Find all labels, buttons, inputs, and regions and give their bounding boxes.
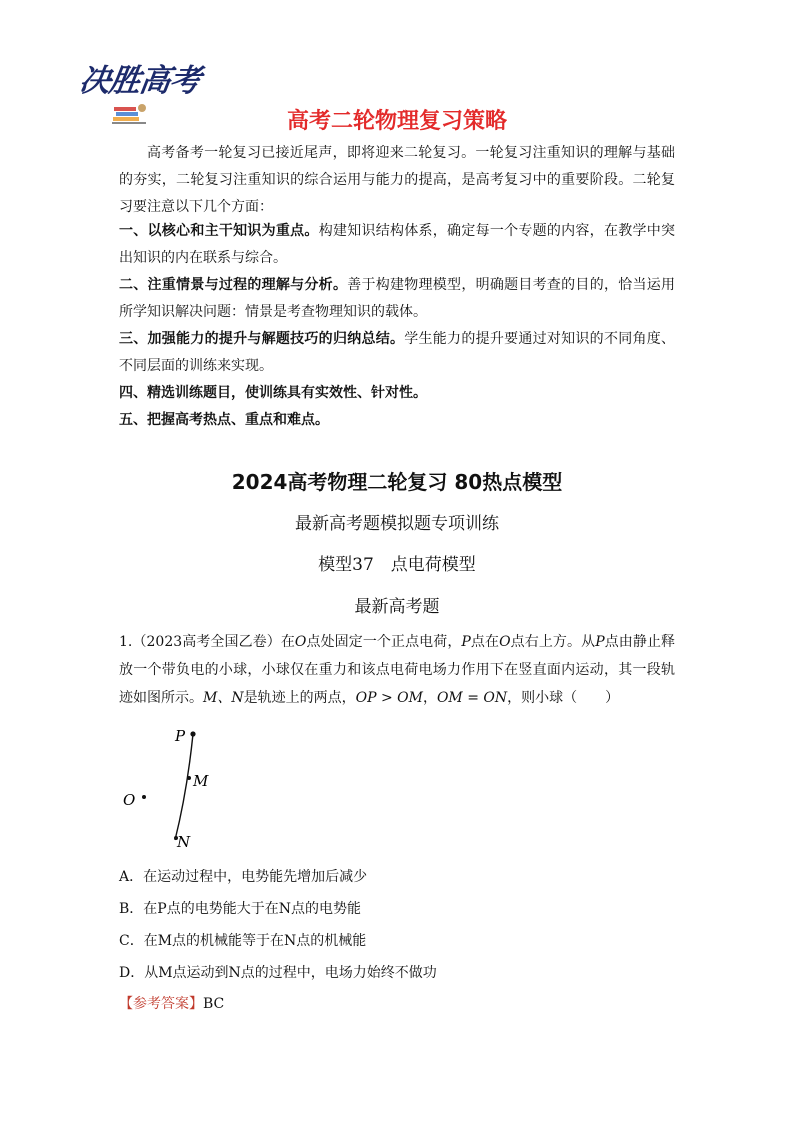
question-source: （2023高考全国乙卷） — [132, 634, 281, 650]
label-P: P — [175, 727, 186, 745]
point-2-body: 善于构建物理模型，明确题目考查的目的，恰当运用所学知识解决问题：情景是考查物理知识的载体。 — [119, 277, 676, 320]
question-text: 是轨迹上的两点， — [243, 690, 356, 706]
point-1-body: 构建知识结构体系，确定每一个专题的内容，在教学中突出知识的内在联系与综合。 — [119, 223, 676, 266]
main-title: 2024高考物理二轮复习 80热点模型 — [231, 470, 563, 494]
strategy-point-2 — [119, 272, 675, 326]
strategy-point-3 — [119, 326, 675, 380]
subtitle: 最新高考题模拟题专项训练 — [295, 514, 499, 534]
strategy-point-1 — [119, 218, 675, 272]
trajectory-figure — [119, 722, 229, 852]
point-M-dot — [187, 776, 191, 780]
condition-2: OM = ON — [436, 690, 508, 706]
question-text: ，则小球（ ） — [507, 690, 620, 706]
point-3-body: 学生能力的提升要通过对知识的不同角度、不同层面的训练来实现。 — [119, 331, 676, 374]
trajectory-curve — [175, 734, 193, 840]
var-P: P — [461, 634, 471, 650]
question-number: 1. — [119, 634, 133, 650]
strategy-point-5 — [119, 407, 675, 434]
point-5-heading: 五、把握高考热点、重点和难点。 — [119, 412, 329, 428]
point-4-heading: 四、精选训练题目，使训练具有实效性、针对性。 — [119, 385, 427, 401]
point-1-heading: 一、以核心和主干知识为重点。 — [119, 223, 319, 239]
var-MN: M、N — [203, 690, 244, 706]
condition-1: OP > OM — [355, 690, 423, 706]
point-P-dot — [190, 731, 195, 736]
point-3-heading: 三、加强能力的提升与解题技巧的归纳总结。 — [119, 331, 405, 347]
label-N: N — [177, 833, 191, 851]
question-text: ， — [422, 690, 437, 706]
question-text: 点由静止释放一个带负电的小球，小球仅在重力和该点电荷电场力作用下在竖直面内运动，其一段轨迹如图所示。 — [119, 634, 676, 706]
option-d: D．从M点运动到N点的过程中，电场力始终不做功 — [119, 965, 437, 981]
var-O: O — [499, 634, 511, 650]
var-O: O — [294, 634, 307, 650]
reference-answer — [119, 993, 224, 1013]
var-P: P — [595, 634, 605, 650]
option-a: A．在运动过程中，电势能先增加后减少 — [119, 869, 368, 885]
label-M: M — [193, 772, 209, 790]
question-1 — [119, 628, 675, 712]
question-text: 点处固定一个正点电荷， — [306, 634, 462, 650]
answer-label: 【参考答案】 — [119, 996, 203, 1012]
option-c: C．在M点的机械能等于在N点的机械能 — [119, 933, 367, 949]
point-2-heading: 二、注重情景与过程的理解与分析。 — [119, 277, 348, 293]
question-text: 点右上方。从 — [510, 634, 596, 650]
strategy-intro: 高考备考一轮复习已接近尾声，即将迎来二轮复习。一轮复习注重知识的理解与基础的夯实，二轮复习注重知识的综合运用与能力的提高，是高考复习中的重要阶段。二轮复习要注意以下几个方面： — [119, 145, 675, 215]
label-O: O — [123, 791, 136, 809]
model-title: 模型37 点电荷模型 — [318, 555, 476, 575]
question-text: 在 — [280, 634, 295, 650]
section-title: 最新高考题 — [354, 597, 440, 617]
strategy-title: 高考二轮物理复习策略 — [286, 109, 507, 134]
question-text: 点在 — [470, 634, 500, 650]
option-b: B．在P点的电势能大于在N点的电势能 — [119, 901, 361, 917]
strategy-point-4 — [119, 380, 675, 407]
answer-value: BC — [203, 996, 225, 1012]
point-O-dot — [142, 795, 146, 799]
logo-text: 决胜高考 — [76, 63, 203, 99]
